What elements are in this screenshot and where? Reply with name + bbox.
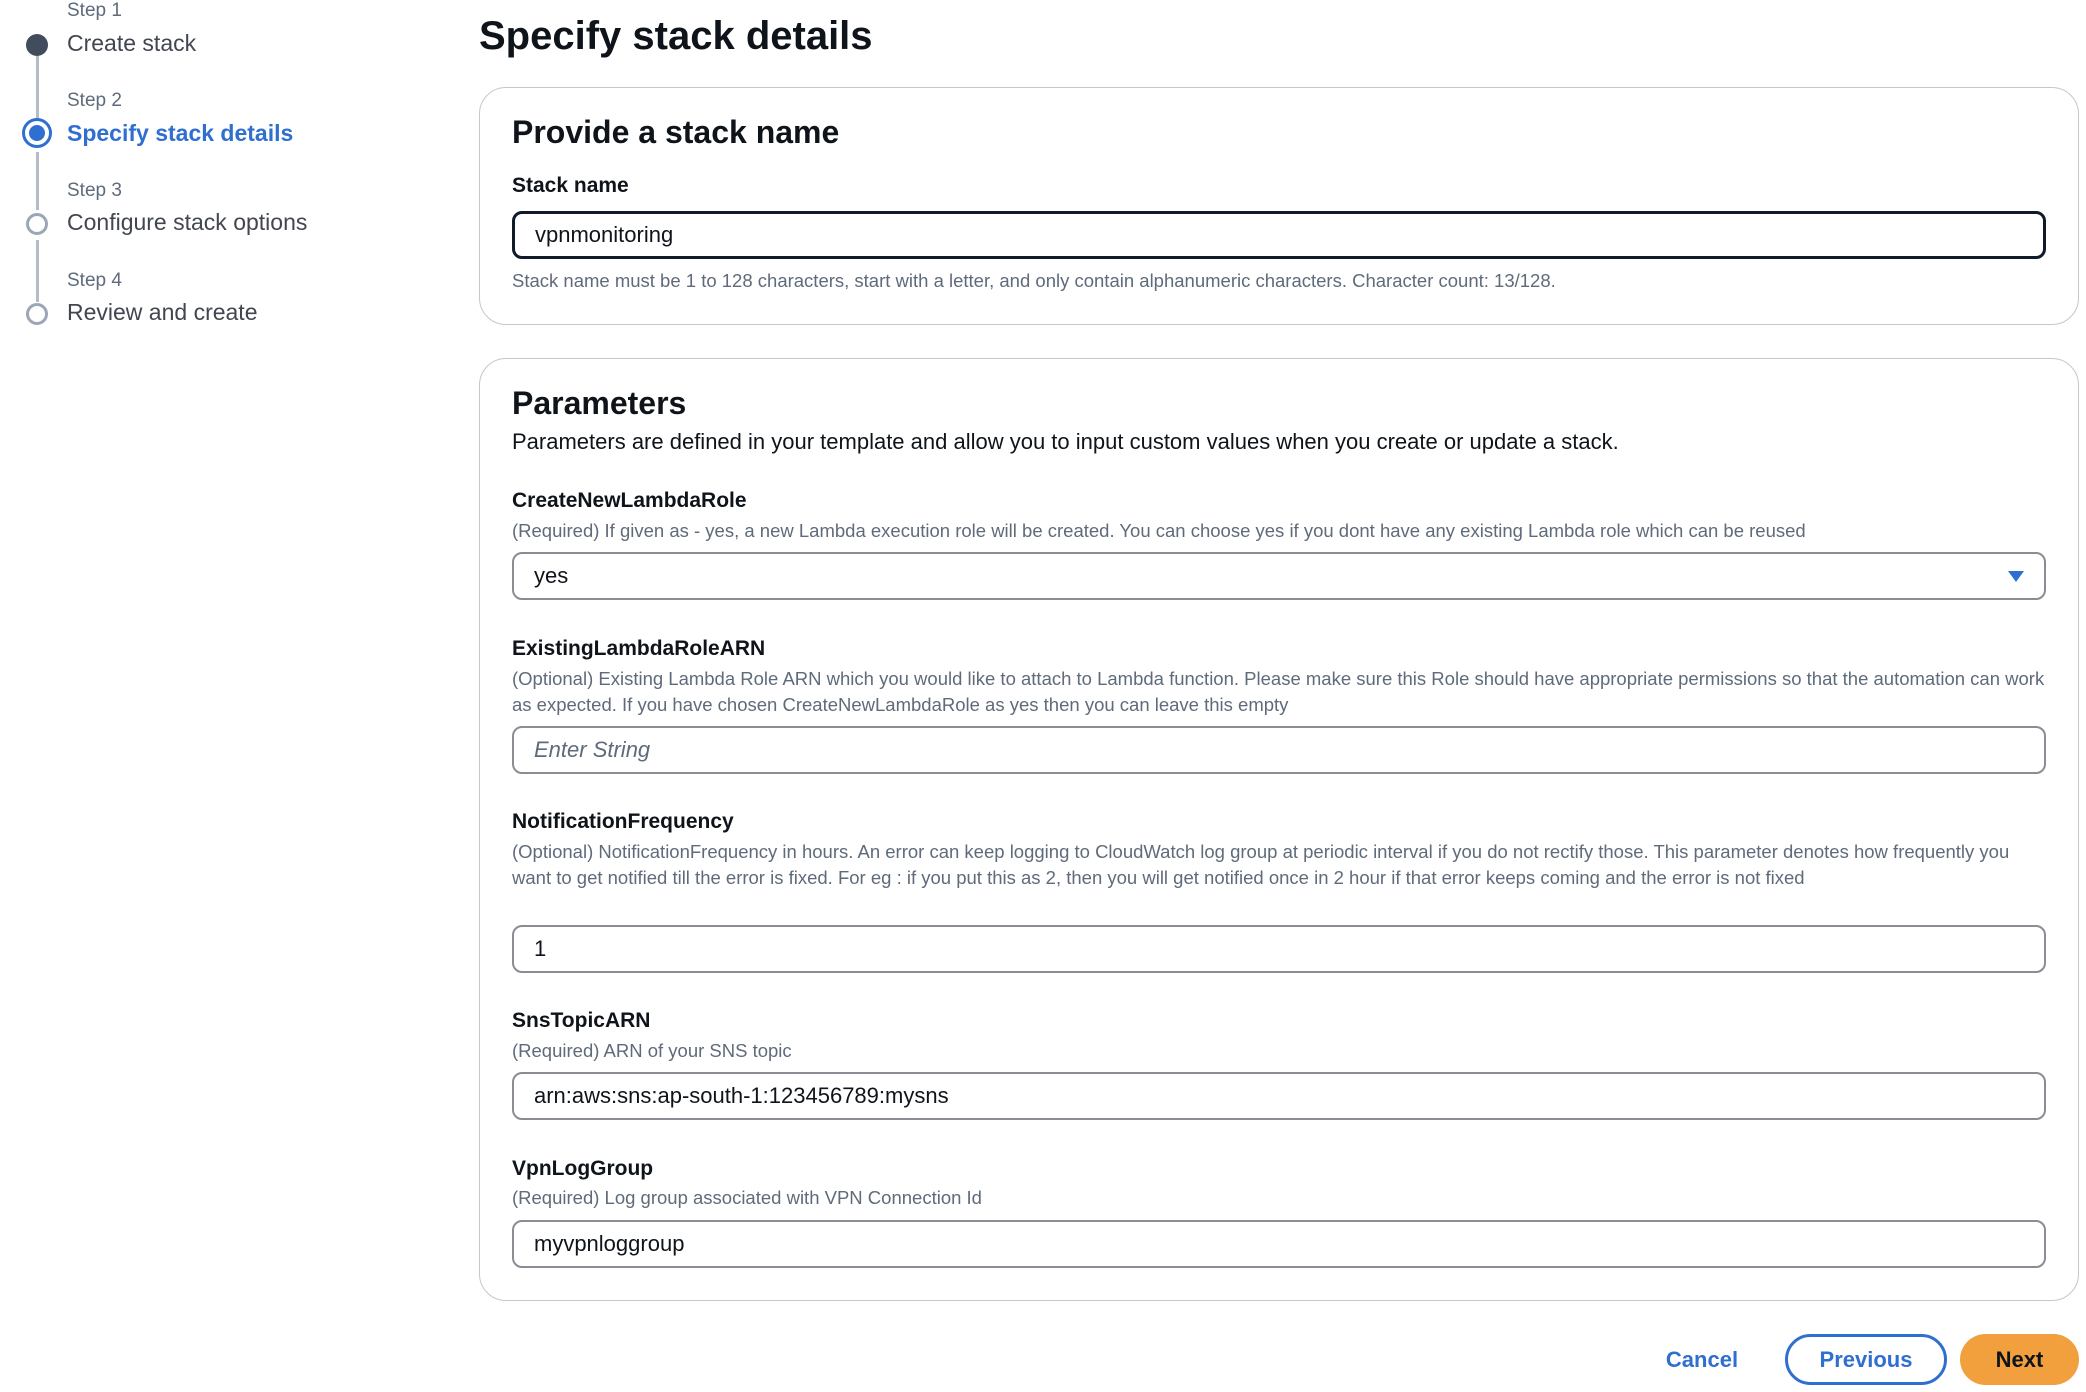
notification-frequency-input[interactable]: [512, 925, 2046, 973]
create-new-lambda-role-select[interactable]: [512, 552, 2046, 600]
caret-down-icon: [2008, 571, 2024, 582]
stack-name-hint: Stack name must be 1 to 128 characters, start with a letter, and only contain alphanumeric characters. Character count: 13/128.: [512, 270, 1556, 291]
step-upcoming-icon: [26, 303, 48, 325]
step-number: Step 3: [67, 180, 122, 201]
step-current-specify-stack-details: Specify stack details: [67, 120, 294, 146]
field-label: ExistingLambdaRoleARN: [512, 637, 766, 660]
step-link-create-stack[interactable]: Create stack: [67, 30, 197, 56]
step-number: Step 2: [67, 90, 122, 111]
step-number: Step 4: [67, 270, 122, 291]
section-heading: Parameters: [512, 385, 687, 421]
existing-lambda-role-arn-input[interactable]: [512, 726, 2046, 774]
sns-topic-arn-input[interactable]: [512, 1072, 2046, 1120]
previous-button[interactable]: Previous: [1785, 1334, 1947, 1385]
step-completed-icon: [26, 34, 48, 56]
step-number: Step 1: [67, 0, 122, 21]
field-label: NotificationFrequency: [512, 810, 734, 833]
field-description: (Required) If given as - yes, a new Lambda execution role will be created. You can choose yes if you dont have any existing Lambda role which can be reused: [512, 520, 1806, 541]
next-button[interactable]: Next: [1960, 1334, 2079, 1385]
field-label: CreateNewLambdaRole: [512, 489, 747, 512]
step-connector: [36, 240, 39, 302]
vpn-log-group-input[interactable]: [512, 1220, 2046, 1268]
field-label: VpnLogGroup: [512, 1157, 654, 1180]
parameters-card: [479, 358, 2079, 1301]
step-configure-stack-options: Configure stack options: [67, 209, 308, 235]
field-description: (Optional) Existing Lambda Role ARN which you would like to attach to Lambda function. Please make sure this Role should have appropriate permissions so that the automation can work as expected. If you have chosen CreateNewLambdaRole as yes then you can leave this empty: [512, 668, 2045, 715]
field-label: SnsTopicARN: [512, 1009, 651, 1032]
stack-name-card: [479, 87, 2079, 325]
stack-name-input[interactable]: [512, 211, 2046, 259]
cancel-button[interactable]: Cancel: [1665, 1346, 1739, 1372]
step-review-and-create: Review and create: [67, 299, 258, 325]
field-description: (Required) Log group associated with VPN Connection Id: [512, 1187, 982, 1208]
page-title: Specify stack details: [479, 14, 873, 58]
parameters-description: Parameters are defined in your template and allow you to input custom values when you create or update a stack.: [512, 429, 1619, 454]
section-heading: Provide a stack name: [512, 114, 840, 150]
field-description: (Required) ARN of your SNS topic: [512, 1040, 792, 1061]
field-description: (Optional) NotificationFrequency in hours. An error can keep logging to CloudWatch log group at periodic interval if you do not rectify those. This parameter denotes how frequently you want to get notified till the error is fixed. For eg : if you put this as 2, then you will get notified once in 2 hour if that error keeps coming and the error is not fixed: [512, 841, 2010, 888]
step-upcoming-icon: [26, 213, 48, 235]
selected-value: yes: [534, 563, 569, 588]
step-connector: [36, 56, 39, 122]
stack-name-label: Stack name: [512, 174, 629, 197]
step-current-icon: [22, 118, 52, 148]
step-connector: [36, 152, 39, 210]
